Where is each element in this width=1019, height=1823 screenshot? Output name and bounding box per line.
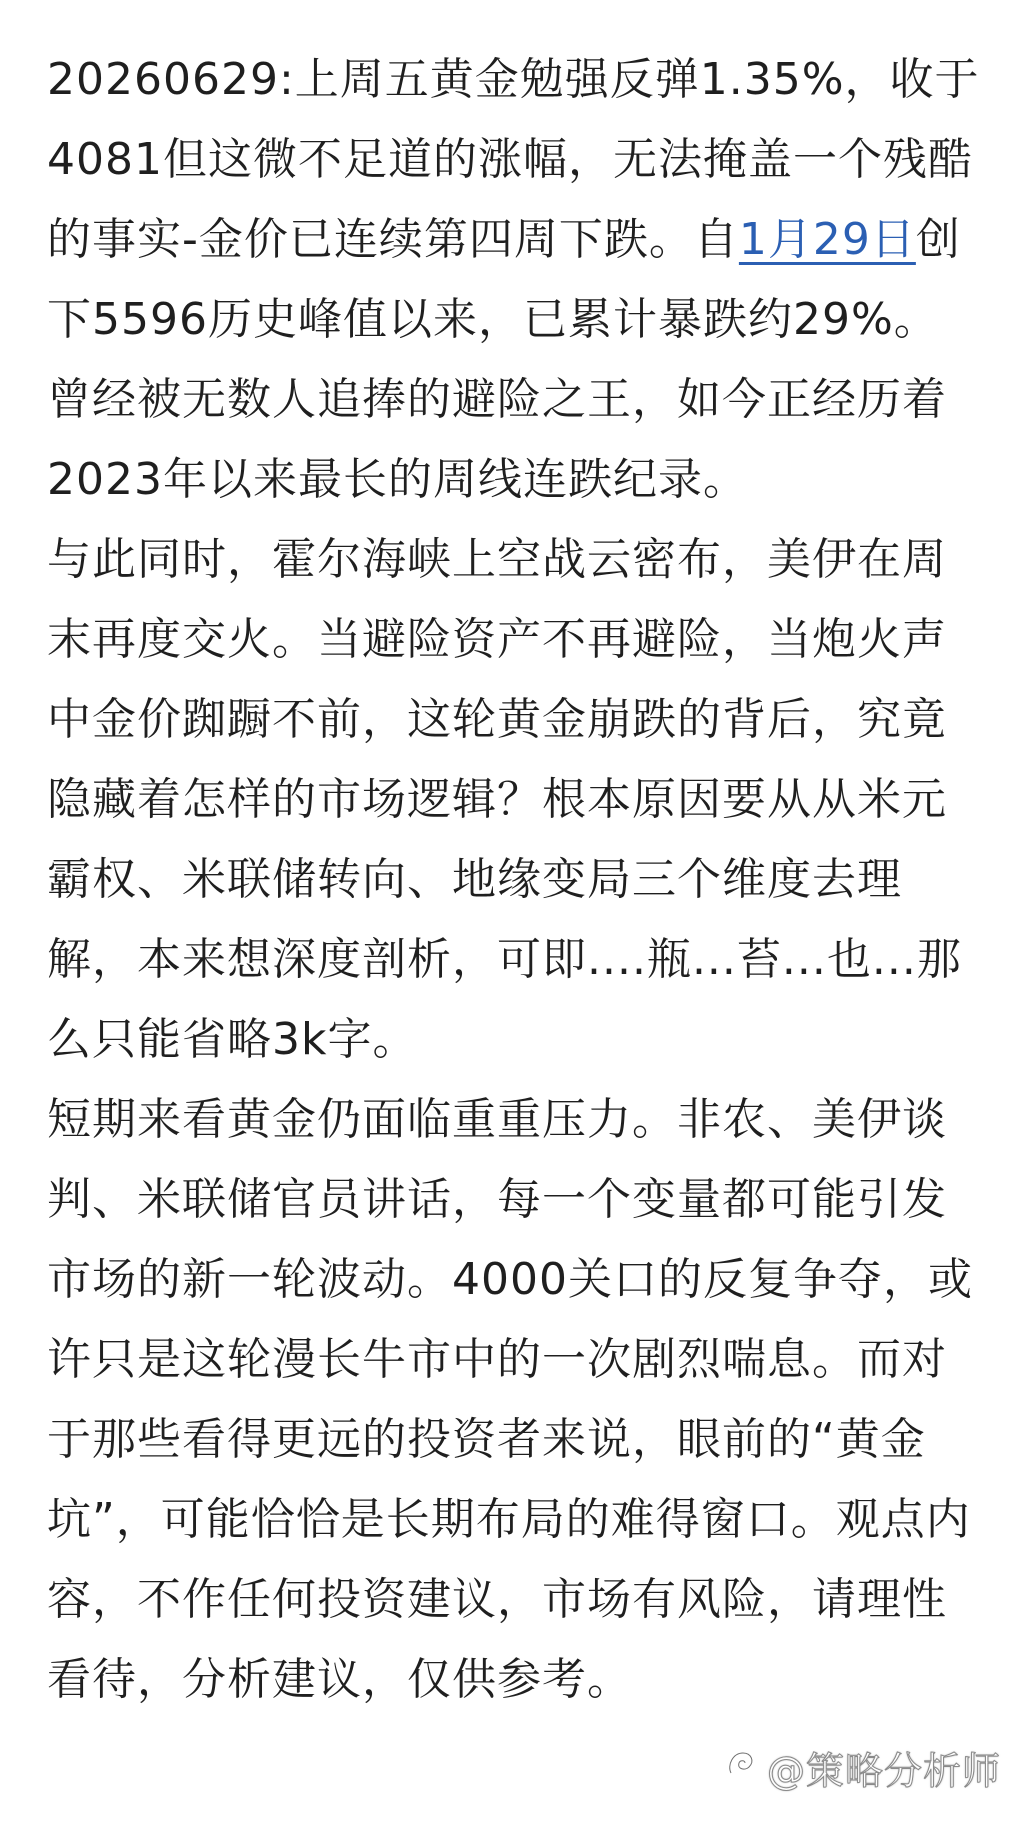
paragraph-3: 短期来看黄金仍面临重重压力。非农、美伊谈判、米联储官员讲话，每一个变量都可能引发市场的新一轮波动。4000关口的反复争夺，或许只是这轮漫长牛市中的一次剧烈喘息。而对于那些看得更远的投资者来说，眼前的“黄金坑”，可能恰恰是长期布局的难得窗口。观点内容，不作任何投资建议，市场有风险，请理性看待，分析建议，仅供参考。: [47, 1094, 973, 1705]
paragraph-2: 与此同时，霍尔海峡上空战云密布，美伊在周末再度交火。当避险资产不再避险，当炮火声中金价踟蹰不前，这轮黄金崩跌的背后，究竟隐藏着怎样的市场逻辑？根本原因要从从米元霸权、米联储转向、地缘变局三个维度去理解，本来想深度剖析，可即....瓶...苔...也...那么只能省略3k字。: [47, 534, 962, 1065]
paragraph-1-text-before-link: 20260629:上周五黄金勉强反弹1.35%，收于4081但这微不足道的涨幅，无法掩盖一个残酷的事实-金价已连续第四周下跌。自: [47, 54, 980, 265]
watermark-text: @策略分析师: [766, 1749, 1001, 1793]
paragraph-1-text-after-link: 创下5596历史峰值以来，已累计暴跌约29%。曾经被无数人追捧的避险之王，如今正经历着2023年以来最长的周线连跌纪录。: [47, 214, 961, 505]
paragraph-1: [47, 40, 982, 520]
author-watermark: [721, 1740, 1001, 1795]
date-link[interactable]: 1月29日: [738, 214, 916, 265]
snowball-logo-icon: [721, 1743, 761, 1792]
article-body: [47, 40, 982, 1720]
